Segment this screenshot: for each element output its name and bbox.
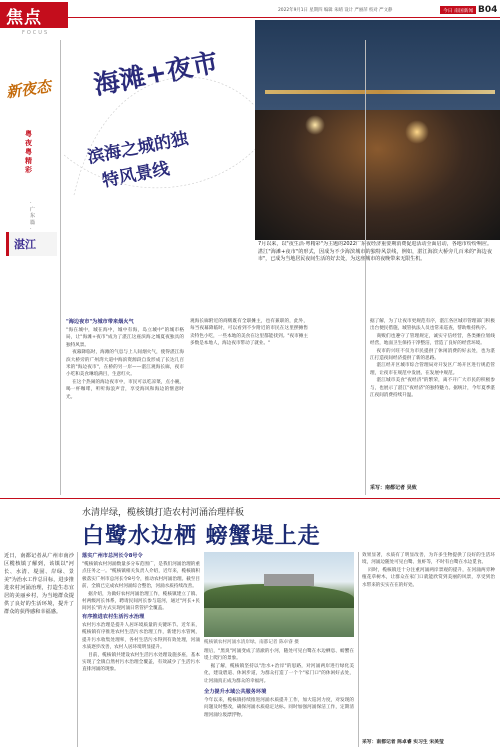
story2-col-divider [358,552,359,747]
feature-col-divider [365,40,366,495]
story2-col-c-text: 效果显著，水质有了明显改善，为许多生物提供了良好的生活环境，河涌边随处可见白鹭、鱼虾等，不时有白鹭在水边觅食。 同时，榄核镇还十分注重河涌两岸景观的提升，在河涌两旁种植花草树木，让群众在家门口就能欣赏到美丽的风景，享受到治水带来的实实在在的好处。 [362,553,495,588]
story2-kicker: 水清岸绿，榄核镇打造农村河涌治理样板 [82,508,245,518]
header-rule [0,17,500,18]
paper-tag-text: 今日 南国新闻 [443,9,474,14]
story2-subhead1: 落实广州市总河长令8号令 [82,553,143,559]
lamp-glow-1 [305,115,325,135]
section-title-en: FOCUS [22,30,50,36]
story2-text1: "榄核镇农村河涌数量多分布范围广，是我们河涌治理的重点任务之一。"榄核镇相关负责人介绍，近年来，榄核镇积极落实广州市总河长令8号令，推动农村河涌治理。截至目前，全镇已完成农村河涌综合整治，河涌水质持续改善。 据介绍，为做好农村河涌治理工作，榄核镇建立了镇、村两级河长体系，聘请民间河长参与巡河，通过"河长+民间河长"的方式实现河涌日常管护全覆盖。 [82,562,200,611]
section-title: 焦点 [6,8,42,28]
bridge-lights [265,90,495,94]
story2-credit: 采写：南都记者 陈卓睿 实习生 宋美莹 [362,740,444,745]
story2-col-b-text: 理后，"黑臭"河涌变成了清澈的小河，随处可见白鹭在水边栖息、螃蟹在堤上爬行的景象。 据了解，榄核镇坚持以"治水+治岸"的思路，对河涌两岸进行绿化美化，建设碧道、休闲步道，为群众打造了一个个"家门口"的休闲好去处，让河涌真正成为群众的幸福河。 [204,649,354,684]
sidebar [0,40,60,495]
story2-subhead3: 全力提升水域公共服务环境 [204,689,267,695]
feature-col1-text: "海在城中，城在海中，城中有海，岛立城中"的城市格局，让"海滩+夜市"成为了湛江这座滨海之城夏夜独具的独特风景。 夜幕降临时，海滩的气息与上人间烟火气，使得湛江海滨大桥旁的广州湾大道中海滨资源段自发形成了长达几百米的"海边夜市"，在桥的另一岸——湛江观海长廊，夜市小吃和美食琳琅满目，生意红火。 在这个热闹的海边夜市中，市民可以吃凉菜，点小碗，喝一杯咖啡，听听海浪声音，享受海风和海边的惬意时光。 [66,328,184,400]
story-divider [0,498,500,499]
campaign-logo-sub: 粤夜粤精彩 [25,130,32,174]
story2-headline: 白鹭水边栖 螃蟹堤上走 [82,524,321,549]
city-label: 湛江 [14,238,36,251]
story2-lead-divider [77,552,78,747]
issue-meta: 2022年9月1日 星期四 编辑 朱晴 设计 严丽萍 校对 严文静 [278,8,393,13]
feature-intro: 7月以来，以"夜生活·粤精彩"为主题的2022广东夜经济重要期消费促进活动全面启动，各地市纷纷响应。湛江"海滩+夜市"的形式，因成为不少海滨城市的独特风景线，例如，湛江海滨大桥旁几百米的"海边夜市"，已成为当地居民夜间生活的好去处，为这座城市的夜晚带来无限生机。 [258,241,492,263]
decorative-loops [64,45,264,215]
region-label: · 广东篇 · [30,200,36,232]
feature-headline2-b: 特风景线 [100,158,172,192]
feature-headline2-a: 滨海之城的独 [85,128,190,168]
story2-photo [204,552,354,637]
lamp-glow-2 [405,120,429,144]
feature-col1-subhead: "海边夜市"为城市带来烟火气 [66,319,134,325]
crowd-area [255,110,500,240]
riverbank-trees [204,584,354,608]
feature-credit: 采写：南都记者 吴致 [370,485,417,491]
feature-col4-text: 据了解，为了让夜市更规范有序，湛江各区城市管理部门积极出台便民措施，城管执法人员也常来巡查，帮助维持秩序。 商贩们也遵守了管理规定，诚实守信经营，各类摊位划线经营，地面卫生保持干净整洁，营造了良好的经营环境。 夜市的兴旺不仅为市民提供了休闲消费的好去处，也为湛江打造夜间经济提供了新的思路。 湛江经开区城市综合管理局对开发区广场开区进行规范管理，让夜市在规范中发展、在发展中规范。 湛江城市美食"夜经济"的繁荣，离不开广大市民的积极参与，也展示了湛江"夜经济"的独特魅力。据统计，今年夏季湛江夜间消费持续升温。 [370,319,495,399]
story2-subhead2: 有序推进农村生活污水治理 [82,614,145,620]
story2-photo-caption: 榄核镇农村河涌水清岸绿。南都记者 陈卓睿 摄 [204,640,299,645]
feature-col3-text: 观海长廊附近的商贩既有全职摊主，也有兼职的，此外，每当夜幕降临时，可以看到不少附近的市民在这里摆摊售卖特色小吃，一些本地的美食在这里都能找到。"夜市摊主多数是本地人，海边夜市带动了就业。" [190,319,308,347]
story2-lead: 近日，南都记者从广州市南沙区榄核镇了解到，该镇以"河长、水清、堤固、岸绿、景美"为治水工作总目标，进步推进农村河涌治理，打造生态宜居的美丽乡村，为当地群众提供了良好的生活环境，提升了群众的获得感和幸福感。 [4,553,74,615]
night-sky [255,20,500,110]
river-surface [204,607,354,637]
feature-photo [255,20,500,240]
story2-text3: 今年以来，榄核镇持续推进河涌水质提升工作，加大巡河力度，对发现的问题及时整改，确保河涌水质稳定达标。同时加强河涌保洁工作，定期清理河涌垃圾漂浮物。 [204,698,354,718]
feature-headline-line1: 海滩+夜市 [91,47,221,102]
story2-text2: 农村污水治理是提升人居环境质量的关键环节。近年来，榄核镇有序推进农村生活污水治理工作，新建污水管网，提升污水收集处理率，各村生活污水得到有效处理，河涌水质逐步改善，农村人居环境明显提升。 目前，榄核镇共建设农村生活污水处理设施多座，基本实现了全镇自然村污水治理全覆盖，有效减少了生活污水直排河涌的现象。 [82,623,200,673]
page-number: B04 [478,5,498,15]
sidebar-divider [60,40,61,495]
campaign-logo: 新夜态 [4,77,53,102]
rooftops [264,574,314,586]
